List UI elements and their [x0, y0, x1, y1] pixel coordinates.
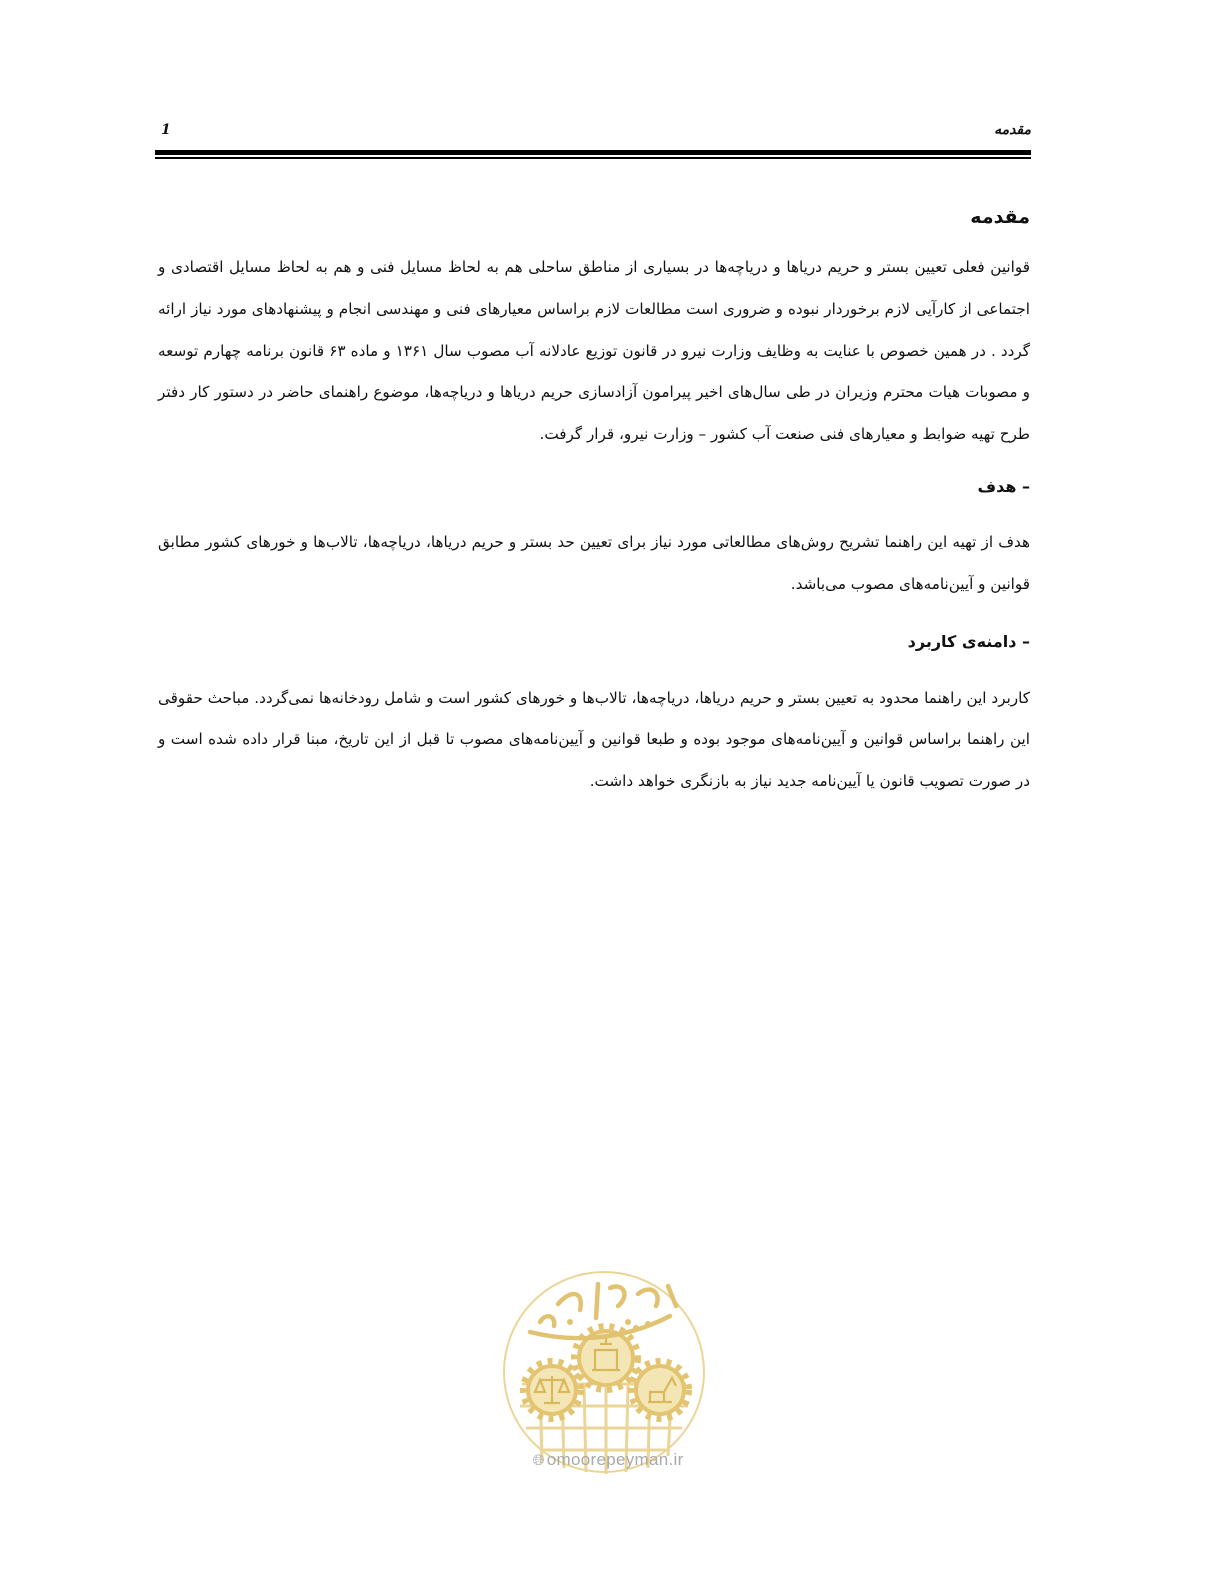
- intro-paragraph: قوانین فعلی تعیین بستر و حریم دریاها و دریاچه‌ها در بسیاری از مناطق ساحلی هم به لحاظ مسایل فنی و هم به لحاظ مسایل اقتصادی و اجتماعی از کارآیی لازم برخوردار نبوده و ضروری است مطالعات لازم براساس معیارهای فنی و مهندسی انجام و پیشنهادهای مورد نیاز ارائه گردد . در همین خصوص با عنایت به وظایف وزارت نیرو در قانون توزیع عادلانه آب مصوب سال ۱۳۶۱ و ماده ۶۳ قانون برنامه چهارم توسعه و مصوبات هیات محترم وزیران در طی سال‌های اخیر پیرامون آزادسازی حریم دریاها و دریاچه‌ها، موضوع راهنمای حاضر در دستور کار دفتر طرح تهیه ضوابط و معیارهای فنی صنعت آب کشور – وزارت نیرو، قرار گرفت.: [158, 258, 1030, 444]
- scope-paragraph: کاربرد این راهنما محدود به تعیین بستر و حریم دریاها، دریاچه‌ها، تالاب‌ها و خورهای کشور است و شامل رودخانه‌ها نمی‌گردد. مباحث حقوقی این راهنما براساس قوانین و آیین‌نامه‌های موجود بوده و طبعا قوانین و آیین‌نامه‌های مصوب تا قبل از این تاریخ، مبنا قرار داده شده است و در صورت تصویب قانون یا آیین‌نامه جدید نیاز به بازنگری خواهد داشت.: [158, 688, 1030, 791]
- running-header: [155, 122, 1031, 144]
- goal-paragraph: هدف از تهیه این راهنما تشریح روش‌های مطالعاتی مورد نیاز برای تعیین حد بستر و حریم دریاها، دریاچه‌ها، تالاب‌ها و خورهای کشور مطابق قوانین و آیین‌نامه‌های مصوب می‌باشد.: [158, 532, 1030, 593]
- goal-heading: – هدف: [977, 476, 1030, 496]
- page-number: 1: [161, 122, 171, 138]
- page-body: [158, 200, 1030, 803]
- watermark-logo: [500, 1266, 708, 1478]
- watermark-url: [508, 1450, 708, 1470]
- running-header-title: مقدمه: [994, 122, 1031, 138]
- scope-heading: – دامنه‌ی کاربرد: [907, 631, 1030, 651]
- header-rule-thin: [155, 157, 1031, 159]
- globe-icon: 🌐︎: [532, 1452, 545, 1469]
- section-heading: مقدمه: [970, 206, 1030, 228]
- header-rule-thick: [155, 150, 1031, 155]
- watermark-url-text: omoorepeyman.ir: [546, 1450, 684, 1469]
